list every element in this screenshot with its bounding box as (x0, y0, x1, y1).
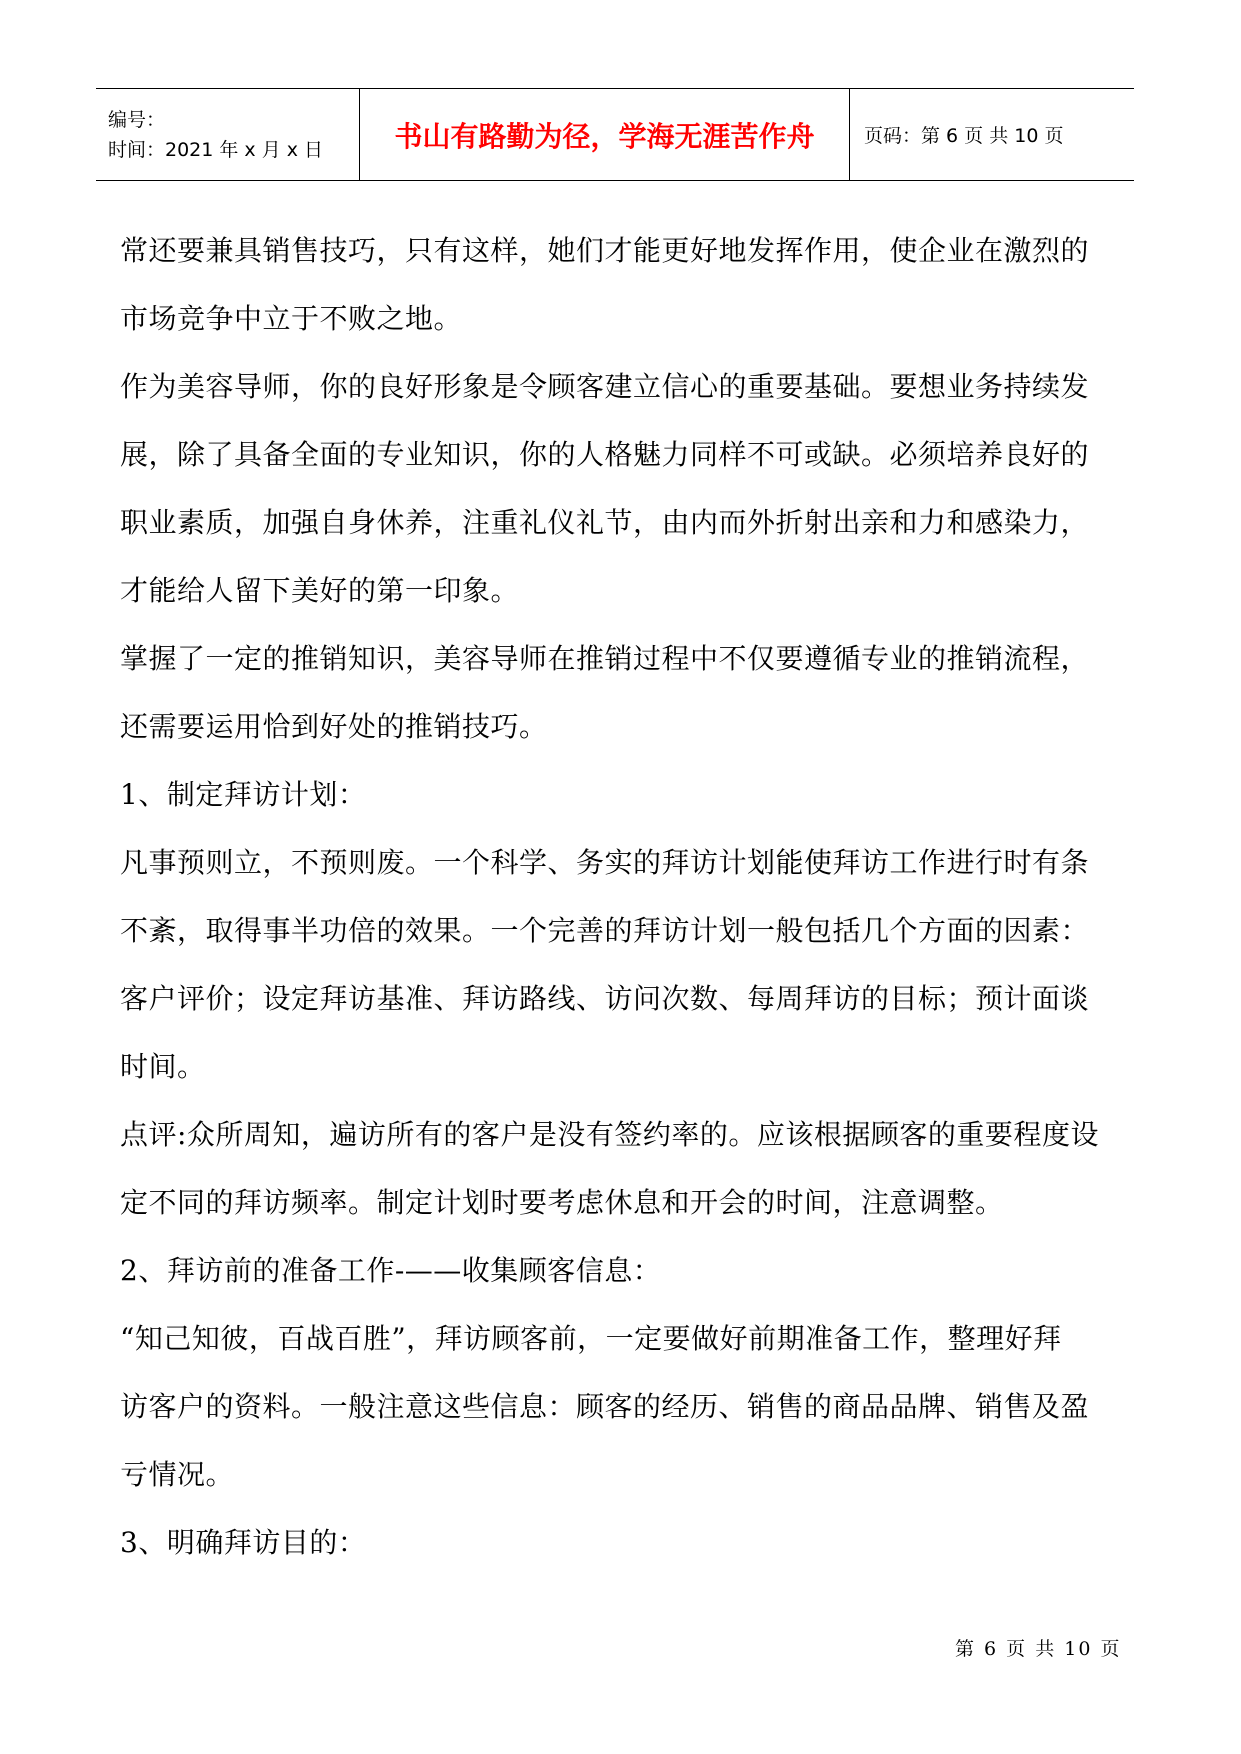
date-label: 时间：2021 年 x 月 x 日 (108, 138, 324, 161)
footer-page-number: 第 6 页 共 10 页 (955, 1638, 1122, 1660)
body-line: 访客户的资料。一般注意这些信息：顾客的经历、销售的商品品牌、销售及盈 (120, 1390, 1090, 1423)
body-line: “知己知彼，百战百胜”，拜访顾客前，一定要做好前期准备工作，整理好拜 (120, 1322, 1062, 1355)
body-line: 定不同的拜访频率。制定计划时要考虑休息和开会的时间，注意调整。 (120, 1186, 1004, 1219)
body-line: 市场竞争中立于不败之地。 (120, 302, 463, 335)
header-meta (96, 89, 360, 180)
body-line: 常还要兼具销售技巧，只有这样，她们才能更好地发挥作用，使企业在激烈的 (120, 234, 1090, 267)
header-motto (360, 89, 850, 180)
body-line: 作为美容导师，你的良好形象是令顾客建立信心的重要基础。要想业务持续发 (120, 370, 1090, 403)
document-body (120, 217, 1130, 1577)
body-line: 凡事预则立，不预则废。一个科学、务实的拜访计划能使拜访工作进行时有条 (120, 846, 1090, 879)
body-line: 亏情况。 (120, 1458, 235, 1491)
motto-text: 书山有路勤为径，学海无涯苦作舟 (394, 119, 815, 153)
header-page-info (850, 89, 1134, 180)
section-heading: 1、制定拜访计划： (120, 778, 367, 811)
body-line: 时间。 (120, 1050, 206, 1083)
page-header (96, 88, 1134, 181)
body-line: 职业素质，加强自身休养，注重礼仪礼节，由内而外折射出亲和力和感染力， (120, 506, 1090, 539)
page-info-text: 页码：第 6 页 共 10 页 (864, 125, 1064, 147)
body-line: 客户评价；设定拜访基准、拜访路线、访问次数、每周拜访的目标；预计面谈 (120, 982, 1090, 1015)
body-line: 展，除了具备全面的专业知识，你的人格魅力同样不可或缺。必须培养良好的 (120, 438, 1090, 471)
section-heading: 3、明确拜访目的： (120, 1526, 367, 1559)
body-line: 掌握了一定的推销知识，美容导师在推销过程中不仅要遵循专业的推销流程， (120, 642, 1090, 675)
body-line: 点评:众所周知，遍访所有的客户是没有签约率的。应该根据顾客的重要程度设 (120, 1118, 1099, 1151)
body-line: 不紊，取得事半功倍的效果。一个完善的拜访计划一般包括几个方面的因素： (120, 914, 1090, 947)
section-heading: 2、拜访前的准备工作-——收集顾客信息： (120, 1254, 662, 1287)
body-line: 还需要运用恰到好处的推销技巧。 (120, 710, 548, 743)
body-line: 才能给人留下美好的第一印象。 (120, 574, 520, 607)
serial-label: 编号： (108, 108, 166, 131)
page-footer (955, 1634, 1121, 1661)
